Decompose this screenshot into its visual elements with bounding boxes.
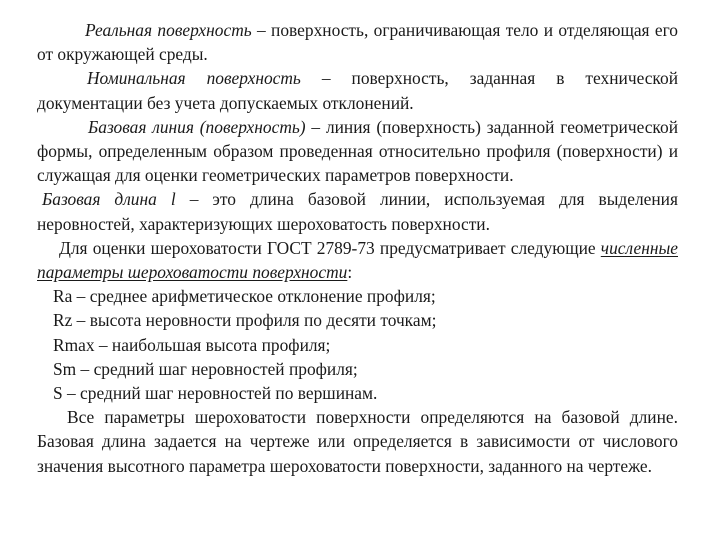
parameter-rz: Rz – высота неровности профиля по десяти точкам; [53,310,437,331]
parameter-s: S – средний шаг неровностей по вершинам. [53,383,378,404]
intro-text: Для оценки шероховатости ГОСТ 2789-73 предусматривает следующие [59,237,601,258]
closing-paragraph: Все параметры шероховатости поверхности определяются на базовой длине. Базовая длина задается на чертеже или определяется в зависимости от числового значения высотного параметра шероховатости поверхности, заданного на чертеже. [37,407,678,476]
definition-nominal-surface [37,66,678,114]
parameter-ra: Ra – среднее арифметическое отклонение профиля; [53,286,436,307]
parameter-sm: Sm – средний шаг неровностей профиля; [53,358,358,379]
term-base-length: Базовая длина l [42,189,176,210]
term-real-surface: Реальная поверхность [85,20,252,40]
parameters-intro [37,236,678,284]
term-numeric-parameters: численные параметры шероховатости поверхности [37,237,678,283]
definition-text: – линия (поверхность) заданной геометрической формы, определенным образом проведенная относительно профиля (поверхности) и служащая для оценки геометрических параметров поверхности. [37,116,679,186]
text-body [37,18,678,478]
definition-text: – поверхность, заданная в технической документации без учета допускаемых отклонений. [37,68,679,113]
definition-base-length [37,187,678,235]
intro-colon: : [347,262,353,283]
parameter-rmax: Rmax – наибольшая высота профиля; [53,334,331,355]
term-nominal-surface: Номинальная поверхность [87,68,301,89]
term-base-line: Базовая линия (поверхность) [88,116,306,137]
definition-text: – поверхность, ограничивающая тело и отделяющая его от окружающей среды. [37,20,679,65]
definition-base-line [37,115,678,188]
definition-text: – это длина базовой линии, используемая для выделения неровностей, характеризующих шероховатость поверхности. [37,189,678,234]
definition-real-surface [37,18,678,66]
